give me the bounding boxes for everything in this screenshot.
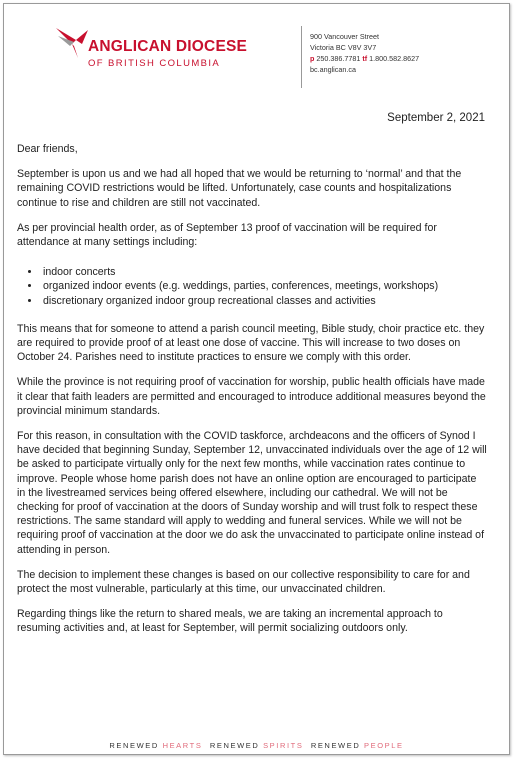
- salutation: Dear friends,: [17, 143, 78, 155]
- paragraph-5: For this reason, in consultation with the COVID taskforce, archdeacons and the officers of Synod I have decided that beginning Sunday, September 12, unvaccinated individuals over the age of 12 will be asked to participate virtually only for the next few months, while vaccination rates continue to improve. People whose home parish does not have an online option are encouraged to participate in the livestreamed services being offered elsewhere, including our cathedral. We will not be checking for proof of vaccination at the doors of Sunday worship and will trust folk to respect these restrictions. The same standard will apply to wedding and funeral services. While we will not be requiring proof of vaccination at the door we do ask the unvaccinated to participate online instead of attending in person.: [17, 430, 487, 556]
- list-item: • organized indoor events (e.g. weddings, parties, conferences, meetings, workshops): [41, 279, 487, 293]
- settings-list: [17, 265, 487, 308]
- footer-accent-word: HEARTS: [162, 741, 203, 750]
- website-link[interactable]: bc.anglican.ca: [310, 65, 356, 74]
- phone-line: [310, 53, 419, 64]
- paragraph-1: September is upon us and we had all hoped that we would be returning to ‘normal’ and that the remaining COVID restrictions would be lifted. Unfortunately, case counts and hospitalizations continue to rise and children are still not vaccinated.: [17, 168, 462, 209]
- letter-page: [3, 3, 510, 755]
- footer-word: RENEWED: [109, 741, 159, 750]
- tollfree-number: 1.800.582.8627: [369, 54, 420, 63]
- paragraph-6: The decision to implement these changes is based on our collective responsibility to care for and protect the most vulnerable, particularly at this time, our unvaccinated children.: [17, 568, 470, 596]
- address-block: [310, 31, 419, 75]
- diocese-logo: [54, 22, 284, 84]
- letter-date: September 2, 2021: [387, 112, 485, 124]
- list-item: • discretionary organized indoor group recreational classes and activities: [41, 294, 487, 308]
- org-name: ANGLICAN DIOCESE: [88, 38, 248, 55]
- letter-body: [17, 142, 487, 647]
- org-subname: OF BRITISH COLUMBIA: [88, 58, 221, 69]
- address-city: Victoria BC V8V 3V7: [310, 43, 377, 52]
- footer-word: RENEWED: [209, 741, 260, 750]
- footer-word: RENEWED: [310, 741, 361, 750]
- list-item: • indoor concerts: [41, 265, 487, 279]
- letterhead-divider: [301, 26, 302, 88]
- address-street: 900 Vancouver Street: [310, 32, 379, 41]
- footer-tagline: [4, 741, 509, 750]
- paragraph-2: As per provincial health order, as of September 13 proof of vaccination will be required for attendance at many settings including:: [17, 221, 437, 249]
- paragraph-7: Regarding things like the return to shared meals, we are taking an incremental approach to resuming activities and, at least for September, will permit socializing outdoors only.: [17, 608, 443, 635]
- paragraph-4: While the province is not requiring proof of vaccination for worship, public health officials have made it clear that faith leaders are permitted and encouraged to introduce additional measures beyond the provincial minimum standards.: [17, 376, 486, 417]
- phone-number: 250.386.7781: [316, 54, 361, 63]
- phone-prefix: p: [310, 54, 315, 63]
- paragraph-3: This means that for someone to attend a parish council meeting, Bible study, choir practice etc. they are required to provide proof of at least one dose of vaccine. This will increase to two doses on October 24. Parishes need to institute practices to ensure we comply with this order.: [17, 322, 485, 364]
- footer-accent-word: PEOPLE: [364, 741, 404, 750]
- tollfree-prefix: tf: [362, 54, 368, 63]
- footer-accent-word: SPIRITS: [263, 741, 304, 750]
